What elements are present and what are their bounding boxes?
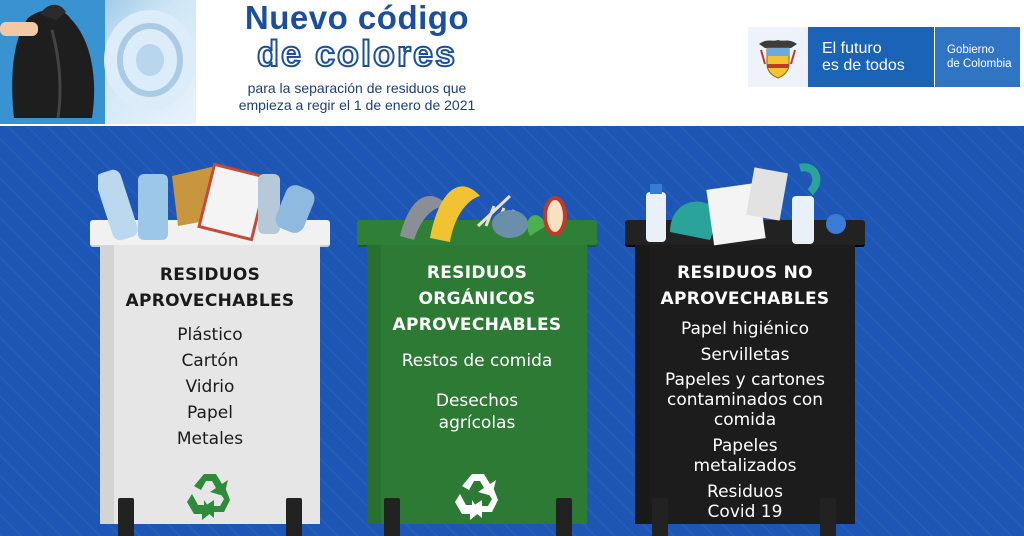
bin-green-heading-line-1: RESIDUOS [426, 263, 528, 283]
gov-divider [934, 27, 935, 87]
gov-name [935, 27, 1020, 87]
slogan-line-2: es de todos [822, 57, 905, 74]
recycle-icon [184, 470, 236, 522]
bin-black-heading-line-1: RESIDUOS NO [677, 263, 813, 283]
recycle-icon [452, 470, 504, 522]
bin-white-heading-line-2: APROVECHABLES [125, 291, 295, 311]
list-item: Metales [176, 429, 244, 449]
bin-white-heading-line-1: RESIDUOS [159, 265, 261, 285]
bin-wheel [652, 498, 668, 536]
bins-panel [0, 126, 1024, 536]
list-item: Restos de comida [401, 351, 553, 371]
title-line-2: de colores [256, 33, 458, 74]
bin-wheel [820, 498, 836, 536]
bin-black-heading [635, 260, 855, 312]
organic-waste-pile-icon [390, 166, 580, 248]
non-recyclable-pile-icon [640, 162, 855, 248]
subtitle-line-1: para la separación de residuos que [247, 80, 467, 96]
bin-wheel [118, 498, 134, 536]
list-item: Servilletas [700, 345, 790, 365]
bin-wheel [556, 498, 572, 536]
bin-white-heading [100, 262, 320, 314]
hero-photo [0, 0, 196, 124]
government-logo [748, 27, 1020, 87]
subtitle-line-2: empieza a regir el 1 de enero de 2021 [238, 97, 476, 113]
list-item: Papeles y cartones contaminados con comida [665, 370, 825, 430]
gov-line-2: de Colombia [947, 58, 1012, 70]
list-item: Residuos Covid 19 [707, 482, 783, 522]
gov-slogan [808, 27, 934, 87]
bin-white-text [100, 262, 320, 452]
slogan-line-1: El futuro [822, 40, 882, 57]
list-item: Plástico [177, 325, 243, 345]
page-title [222, 0, 492, 72]
bin-wheel [286, 498, 302, 536]
list-item: Papeles metalizados [693, 436, 797, 476]
title-line-1: Nuevo código [244, 0, 470, 36]
list-item: Desechos agrícolas [435, 391, 519, 433]
trash-bag-photo [0, 0, 196, 124]
bin-black-heading-line-2: APROVECHABLES [660, 289, 830, 309]
list-item: Vidrio [185, 377, 235, 397]
bin-black-text [635, 260, 855, 522]
bin-green-heading [367, 260, 587, 338]
gov-line-1: Gobierno [947, 44, 995, 56]
bin-green-heading-line-3: APROVECHABLES [392, 315, 562, 335]
coat-of-arms-icon [748, 27, 808, 87]
list-item: Papel [187, 403, 233, 423]
bin-green-text [367, 260, 587, 434]
list-item: Papel higiénico [681, 319, 809, 339]
bin-wheel [384, 498, 400, 536]
list-item: Cartón [181, 351, 239, 371]
subtitle [222, 80, 492, 114]
bin-green-heading-line-2: ORGÁNICOS [418, 289, 536, 309]
header-banner [0, 0, 1024, 126]
recyclables-pile-icon [98, 156, 318, 248]
